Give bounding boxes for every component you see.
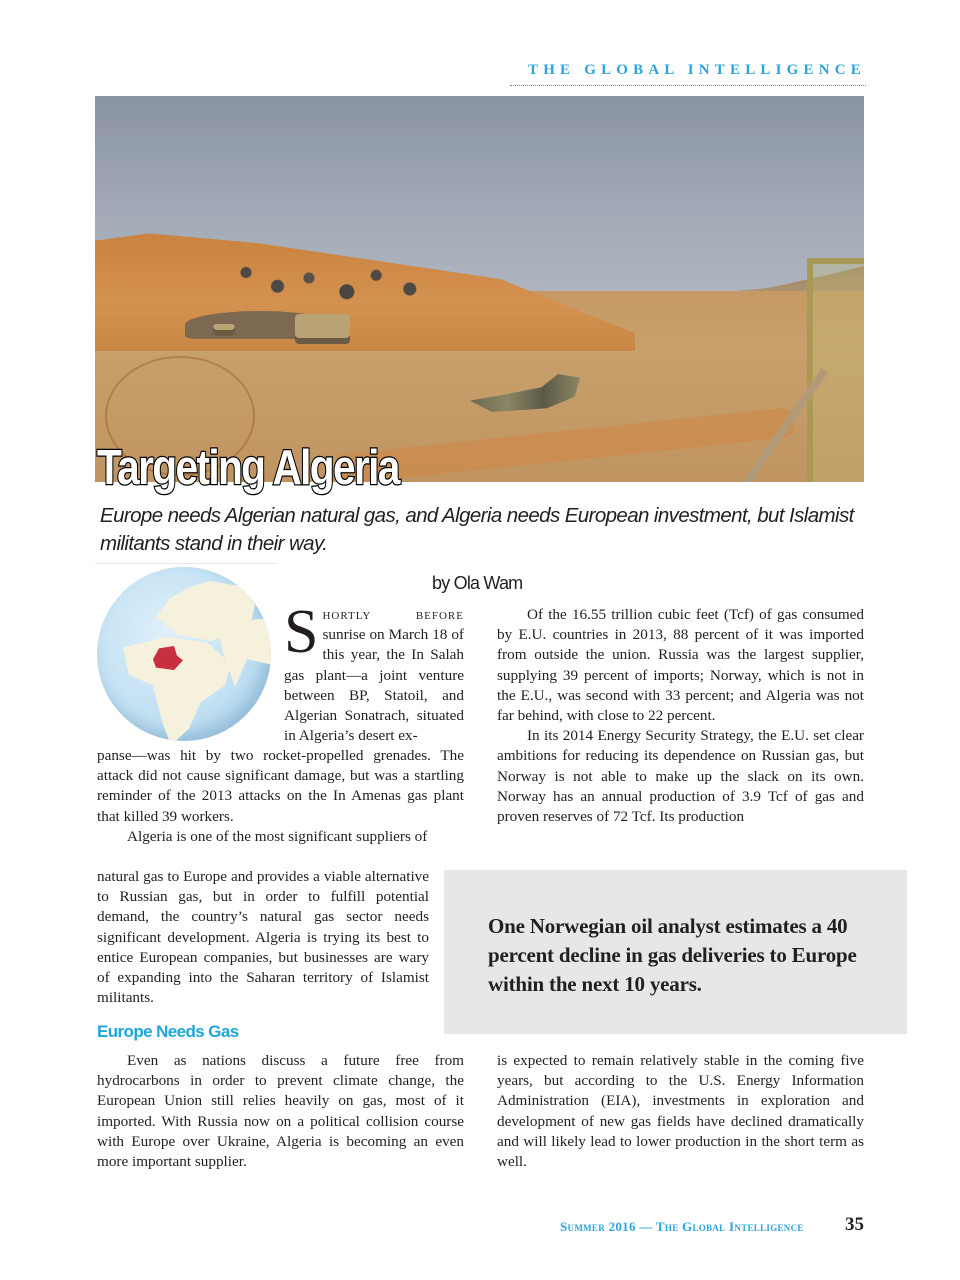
left-column-middle [97,746,464,847]
page-number: 35 [845,1214,864,1235]
footer-issue: Summer 2016 — The Global Intelligence [560,1219,804,1234]
right-paragraph-1: Of the 16.55 trillion cubic feet (Tcf) of gas consumed by E.U. countries in 2013, 88 percent of it was imported from outside the union. Russia was the largest supplier, supplying 39 percent of imports; Norway, which is not in the E.U., was second with 33 percent; and Algeria was not far behind, with close to 22 percent. [497,606,864,725]
running-head: THE GLOBAL INTELLIGENCE [527,62,866,78]
article-subtitle: Europe needs Algerian natural gas, and Algeria needs European investment, but Islamist militants stand in their way. [100,504,854,555]
right-column-top [497,605,864,827]
right-paragraph-2-cont: is expected to remain relatively stable in the coming five years, but according to the U.S. Energy Information Administration (EIA), investments in exploration and development of new gas fields have declined dramatically and will likely lead to lower production in the short term as well. [497,1052,864,1171]
dropcap: S [284,598,319,666]
right-column-bottom [497,1051,864,1172]
article-title: Targeting Algeria [97,441,399,495]
byline: by Ola Wam [432,573,523,593]
left-column-bottom [97,1051,464,1172]
pull-quote: One Norwegian oil analyst estimates a 40 percent decline in gas deliveries to Europe within the next 10 years. [488,914,857,996]
globe-map-algeria [97,567,271,741]
lead-text: sunrise on March 18 of this year, the In Salah gas plant—a joint venture between BP, Statoil, and Algerian Sonatrach, situated in Algeria’s desert ex- [284,626,464,745]
photo-vehicle-frame [807,258,864,482]
globe-top-rule [95,563,277,564]
hero-photo [95,96,864,482]
paragraph-3: Even as nations discuss a future free from hydrocarbons in order to prevent climate change, the European Union still relies heavily on gas, most of it imported. With Russia now on a political collision course with Europe over Ukraine, Algeria is becoming an even more important supplier. [97,1052,464,1171]
paragraph-2-start: Algeria is one of the most significant suppliers of [127,827,428,845]
left-column-narrow [97,867,429,1008]
running-head-divider [510,85,866,86]
paragraph-2-body: natural gas to Europe and provides a viable alternative to Russian gas, but in order to fulfill potential demand, the country’s natural gas sector needs significant development. Algeria is trying its best to entice European companies, but businesses are wary of expanding into the Saharan territory of Islamist militants. [97,868,429,1007]
photo-rocks [225,256,435,311]
photo-pickup-truck-far [213,324,235,336]
right-paragraph-2: In its 2014 Energy Security Strategy, the E.U. set clear ambitions for reducing its dependence on Russian gas, but Norway is not able to make up the slack on its own. Norway has an annual production of 3.9 Tcf of gas and proven reserves of 72 Tcf. Its production [497,727,864,826]
section-heading: Europe Needs Gas [97,1022,239,1041]
paragraph-continuation: panse—was hit by two rocket-propelled grenades. The attack did not cause significant damage, but was a startling reminder of the 2013 attacks on the In Amenas gas plant that killed 39 workers. [97,747,464,825]
lead-paragraph [284,598,464,746]
globe-land-africa [117,637,237,741]
photo-pickup-truck [295,314,350,344]
lead-smallcaps: hortly before [322,606,464,623]
